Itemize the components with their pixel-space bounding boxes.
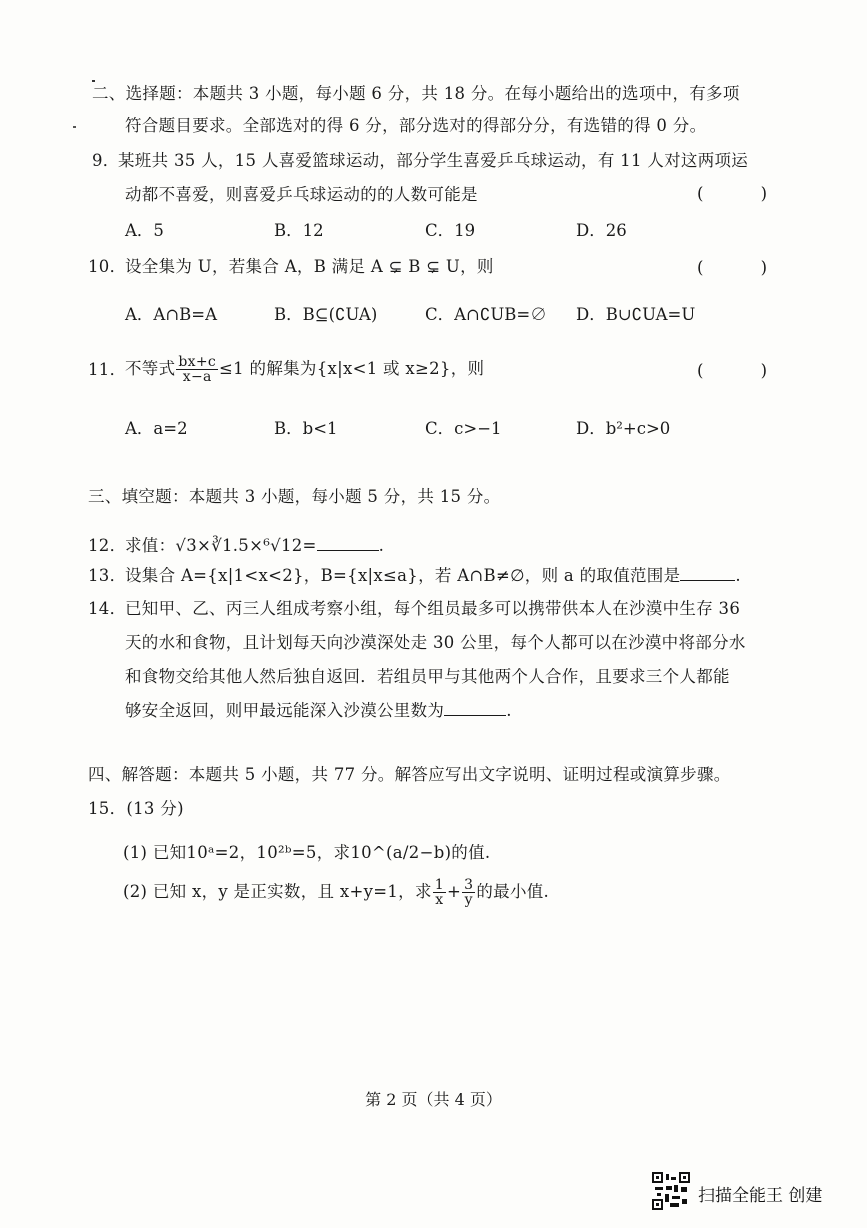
q15-part-2-pre: (2) 已知 x，y 是正实数，且 x+y=1，求	[123, 882, 432, 901]
q13-answer-blank	[680, 566, 735, 581]
q15-fraction-2-numerator: 3	[464, 877, 474, 893]
q14-number: 14．	[88, 599, 127, 618]
q15-fraction-2-denominator: y	[464, 892, 473, 908]
q9-stem-line2: 动都不喜爱，则喜爱乒乓球运动的的人数可能是	[125, 185, 478, 204]
q15-part-2-post: 的最小值.	[476, 882, 550, 901]
qr-code-icon	[652, 1172, 690, 1210]
q15-heading: 15．(13 分)	[88, 799, 184, 818]
section-3-heading: 三、填空题：本题共 3 小题，每小题 5 分，共 15 分。	[88, 487, 501, 506]
q10-option-a: A．A∩B=A	[125, 305, 218, 324]
q10-option-b: B．B⊆(∁UA)	[274, 305, 378, 324]
q13-number: 13．	[88, 566, 127, 585]
q14-stem-line3: 和食物交给其他人然后独自返回．若组员甲与其他两个人合作，且要求三个人都能	[125, 667, 730, 686]
q12-stem	[125, 535, 384, 557]
q12-end: .	[378, 536, 385, 555]
q9-option-d: D．26	[576, 221, 627, 240]
q10-answer-paren: ( )	[697, 258, 794, 277]
q11-stem	[125, 347, 484, 391]
q11-option-c: C．c>−1	[425, 419, 502, 438]
q13-end: .	[735, 566, 741, 585]
q11-option-b: B．b<1	[274, 419, 338, 438]
section-2-heading: 二、选择题：本题共 3 小题，每小题 6 分，共 18 分。在每小题给出的选项中，有多项	[92, 84, 740, 103]
q14-text: 够安全返回，则甲最远能深入沙漠公里数为	[125, 701, 445, 720]
q15-fraction-1-numerator: 1	[434, 877, 444, 893]
q11-option-d: D．b²+c>0	[576, 419, 671, 438]
q15-part-1: (1) 已知10ᵃ=2，10²ᵇ=5，求10^(a/2−b)的值.	[123, 843, 491, 862]
q10-option-c: C．A∩∁UB=∅	[425, 305, 547, 324]
section-2-instructions: 符合题目要求。全部选对的得 6 分，部分选对的得部分分，有选错的得 0 分。	[125, 116, 707, 135]
q10-stem: 设全集为 U，若集合 A，B 满足 A ⊊ B ⊊ U，则	[125, 257, 494, 276]
q11-option-a: A．a=2	[125, 419, 188, 438]
q14-stem-line4	[125, 700, 512, 722]
section-4-heading: 四、解答题：本题共 5 小题，共 77 分。解答应写出文字说明、证明过程或演算步骤。	[88, 765, 731, 784]
scanner-watermark: 扫描全能王 创建	[698, 1186, 823, 1206]
q15-fraction-2	[462, 878, 475, 907]
q9-stem-line1: 某班共 35 人，15 人喜爱篮球运动，部分学生喜爱乒乓球运动，有 11 人对这两项运	[118, 151, 749, 170]
scan-speck	[73, 126, 76, 128]
q11-fraction-numerator: bx+c	[178, 354, 217, 370]
q11-answer-paren: ( )	[697, 361, 794, 380]
q12-number: 12．	[88, 536, 127, 555]
q15-plus: +	[446, 882, 462, 901]
q10-number: 10．	[88, 257, 127, 276]
q15-fraction-1-denominator: x	[435, 892, 444, 908]
page-footer: 第 2 页（共 4 页）	[365, 1090, 502, 1109]
q9-number: 9．	[92, 151, 120, 170]
q14-stem-line1: 已知甲、乙、丙三人组成考察小组，每个组员最多可以携带供本人在沙漠中生存 36	[125, 599, 741, 618]
q9-answer-paren: ( )	[697, 184, 794, 203]
q11-number: 11．	[88, 360, 127, 379]
q9-option-a: A．5	[125, 221, 164, 240]
q14-end: .	[506, 701, 512, 720]
q15-fraction-1	[433, 878, 446, 907]
q14-answer-blank	[444, 701, 506, 716]
q9-option-c: C．19	[425, 221, 476, 240]
scan-speck	[92, 80, 95, 82]
q13-text: 设集合 A={x|1<x<2}，B={x|x≤a}，若 A∩B≠∅，则 a 的取值范围是	[125, 566, 681, 585]
q15-part-2	[123, 872, 549, 912]
q11-stem-post: ≤1 的解集为{x|x<1 或 x≥2}，则	[219, 359, 485, 378]
q11-stem-pre: 不等式	[125, 359, 176, 378]
q14-stem-line2: 天的水和食物，且计划每天向沙漠深处走 30 公里，每个人都可以在沙漠中将部分水	[125, 633, 746, 652]
q11-fraction-denominator: x−a	[182, 369, 212, 385]
q12-text: 求值：√3×∛1.5×⁶√12=	[125, 536, 317, 555]
q11-fraction	[176, 355, 218, 384]
q9-option-b: B．12	[274, 221, 324, 240]
q10-option-d: D．B∪∁UA=U	[576, 305, 696, 324]
q12-answer-blank	[317, 536, 379, 551]
q13-stem	[125, 565, 741, 587]
